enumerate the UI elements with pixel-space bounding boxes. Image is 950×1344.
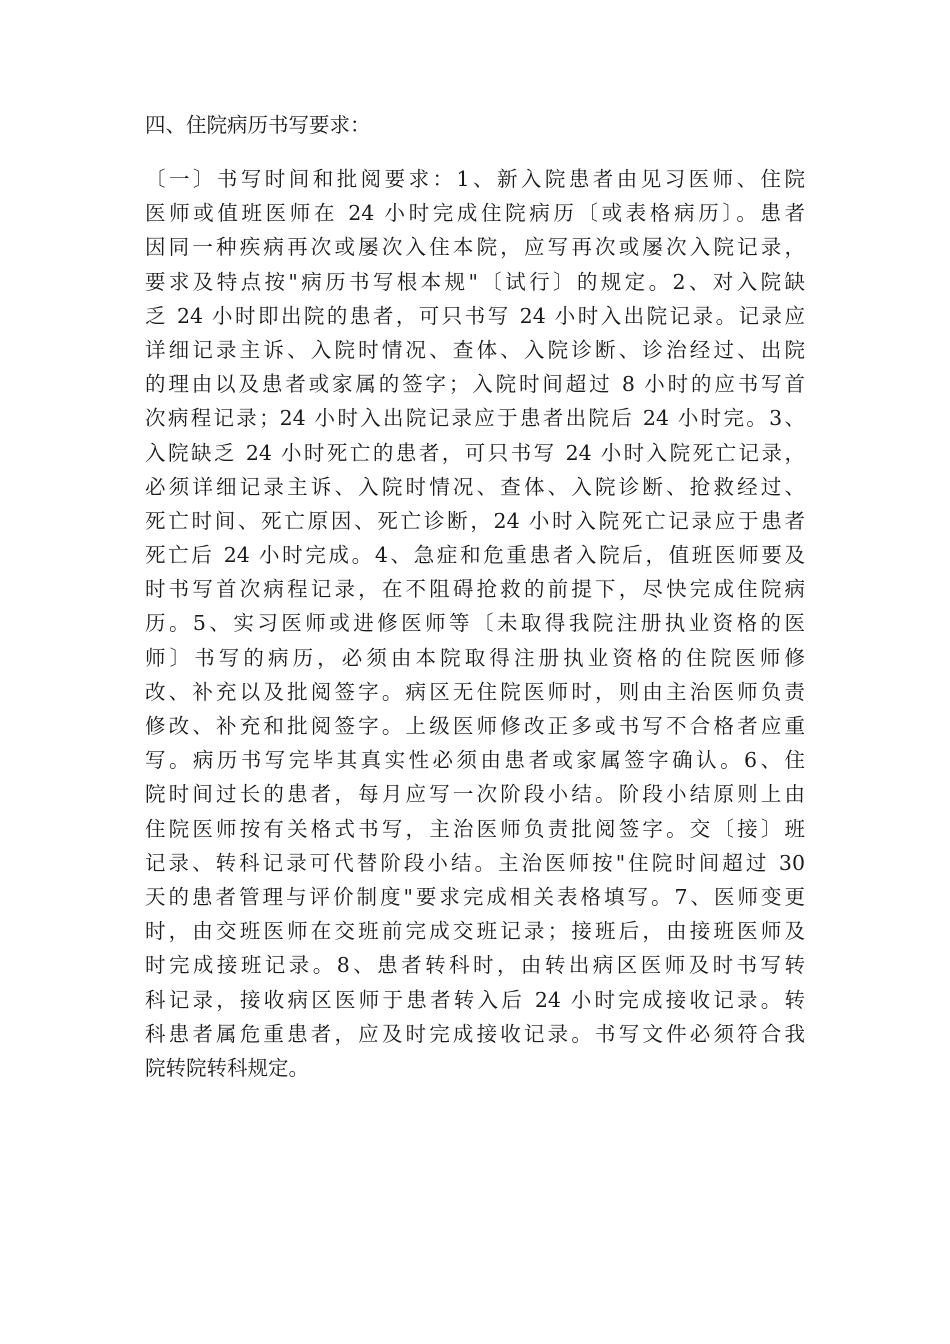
paragraph-line: 详细记录主诉、入院时情况、查体、入院诊断、诊治经过、出院	[145, 337, 805, 362]
paragraph-line: 修改、补充和批阅签字。上级医师修改正多或书写不合格者应重	[145, 714, 805, 738]
paragraph-line: 死亡时间、死亡原因、死亡诊断，24 小时入院死亡记录应于患者	[145, 508, 805, 533]
paragraph-line: 时完成接班记录。8、患者转科时，由转出病区医师及时书写转	[145, 953, 805, 978]
paragraph-line: 改、补充以及批阅签字。病区无住院医师时，则由主治医师负责	[145, 679, 805, 704]
paragraph-line: 的理由以及患者或家属的签字；入院时间超过 8 小时的应书写首	[145, 372, 805, 397]
paragraph-body	[145, 162, 805, 1085]
paragraph-line: 时书写首次病程记录，在不阻碍抢救的前提下，尽快完成住院病	[145, 577, 805, 602]
paragraph-line: 时，由交班医师在交班前完成交班记录；接班后，由接班医师及	[145, 919, 805, 944]
paragraph-line: 入院缺乏 24 小时死亡的患者，可只书写 24 小时入院死亡记录，	[145, 440, 805, 465]
paragraph-line: 次病程记录；24 小时入出院记录应于患者出院后 24 小时完。3、	[145, 406, 805, 431]
paragraph-line: 记录、转科记录可代替阶段小结。主治医师按"住院时间超过 30	[145, 850, 805, 875]
paragraph-line: 必须详细记录主诉、入院时情况、查体、入院诊断、抢救经过、	[145, 474, 805, 499]
paragraph-line: 天的患者管理与评价制度"要求完成相关表格填写。7、医师变更	[145, 884, 805, 909]
paragraph-line: 〔一〕书写时间和批阅要求：1、新入院患者由见习医师、住院	[145, 167, 805, 191]
paragraph-line: 住院医师按有关格式书写，主治医师负责批阅签字。交〔接〕班	[145, 816, 805, 841]
paragraph-line: 科记录，接收病区医师于患者转入后 24 小时完成接收记录。转	[145, 987, 805, 1012]
section-heading: 四、住院病历书写要求：	[145, 113, 371, 137]
paragraph-line: 师〕书写的病历，必须由本院取得注册执业资格的住院医师修	[145, 645, 805, 670]
paragraph-line: 院转院转科规定。	[145, 1055, 309, 1080]
paragraph-line: 写。病历书写完毕其真实性必须由患者或家属签字确认。6、住	[145, 748, 805, 773]
paragraph-line: 乏 24 小时即出院的患者，可只书写 24 小时入出院记录。记录应	[145, 303, 805, 328]
paragraph-line: 死亡后 24 小时完成。4、急症和危重患者入院后，值班医师要及	[145, 543, 805, 568]
paragraph-line: 医师或值班医师在 24 小时完成住院病历〔或表格病历〕。患者	[145, 201, 805, 226]
paragraph-line: 科患者属危重患者，应及时完成接收记录。书写文件必须符合我	[145, 1021, 805, 1046]
paragraph-line: 要求及特点按"病历书写根本规"〔试行〕的规定。2、对入院缺	[145, 269, 805, 294]
paragraph-line: 因同一种疾病再次或屡次入住本院，应写再次或屡次入院记录，	[145, 235, 805, 260]
paragraph-line: 历。5、实习医师或进修医师等〔未取得我院注册执业资格的医	[145, 611, 805, 636]
paragraph-line: 院时间过长的患者，每月应写一次阶段小结。阶段小结原则上由	[145, 782, 805, 807]
